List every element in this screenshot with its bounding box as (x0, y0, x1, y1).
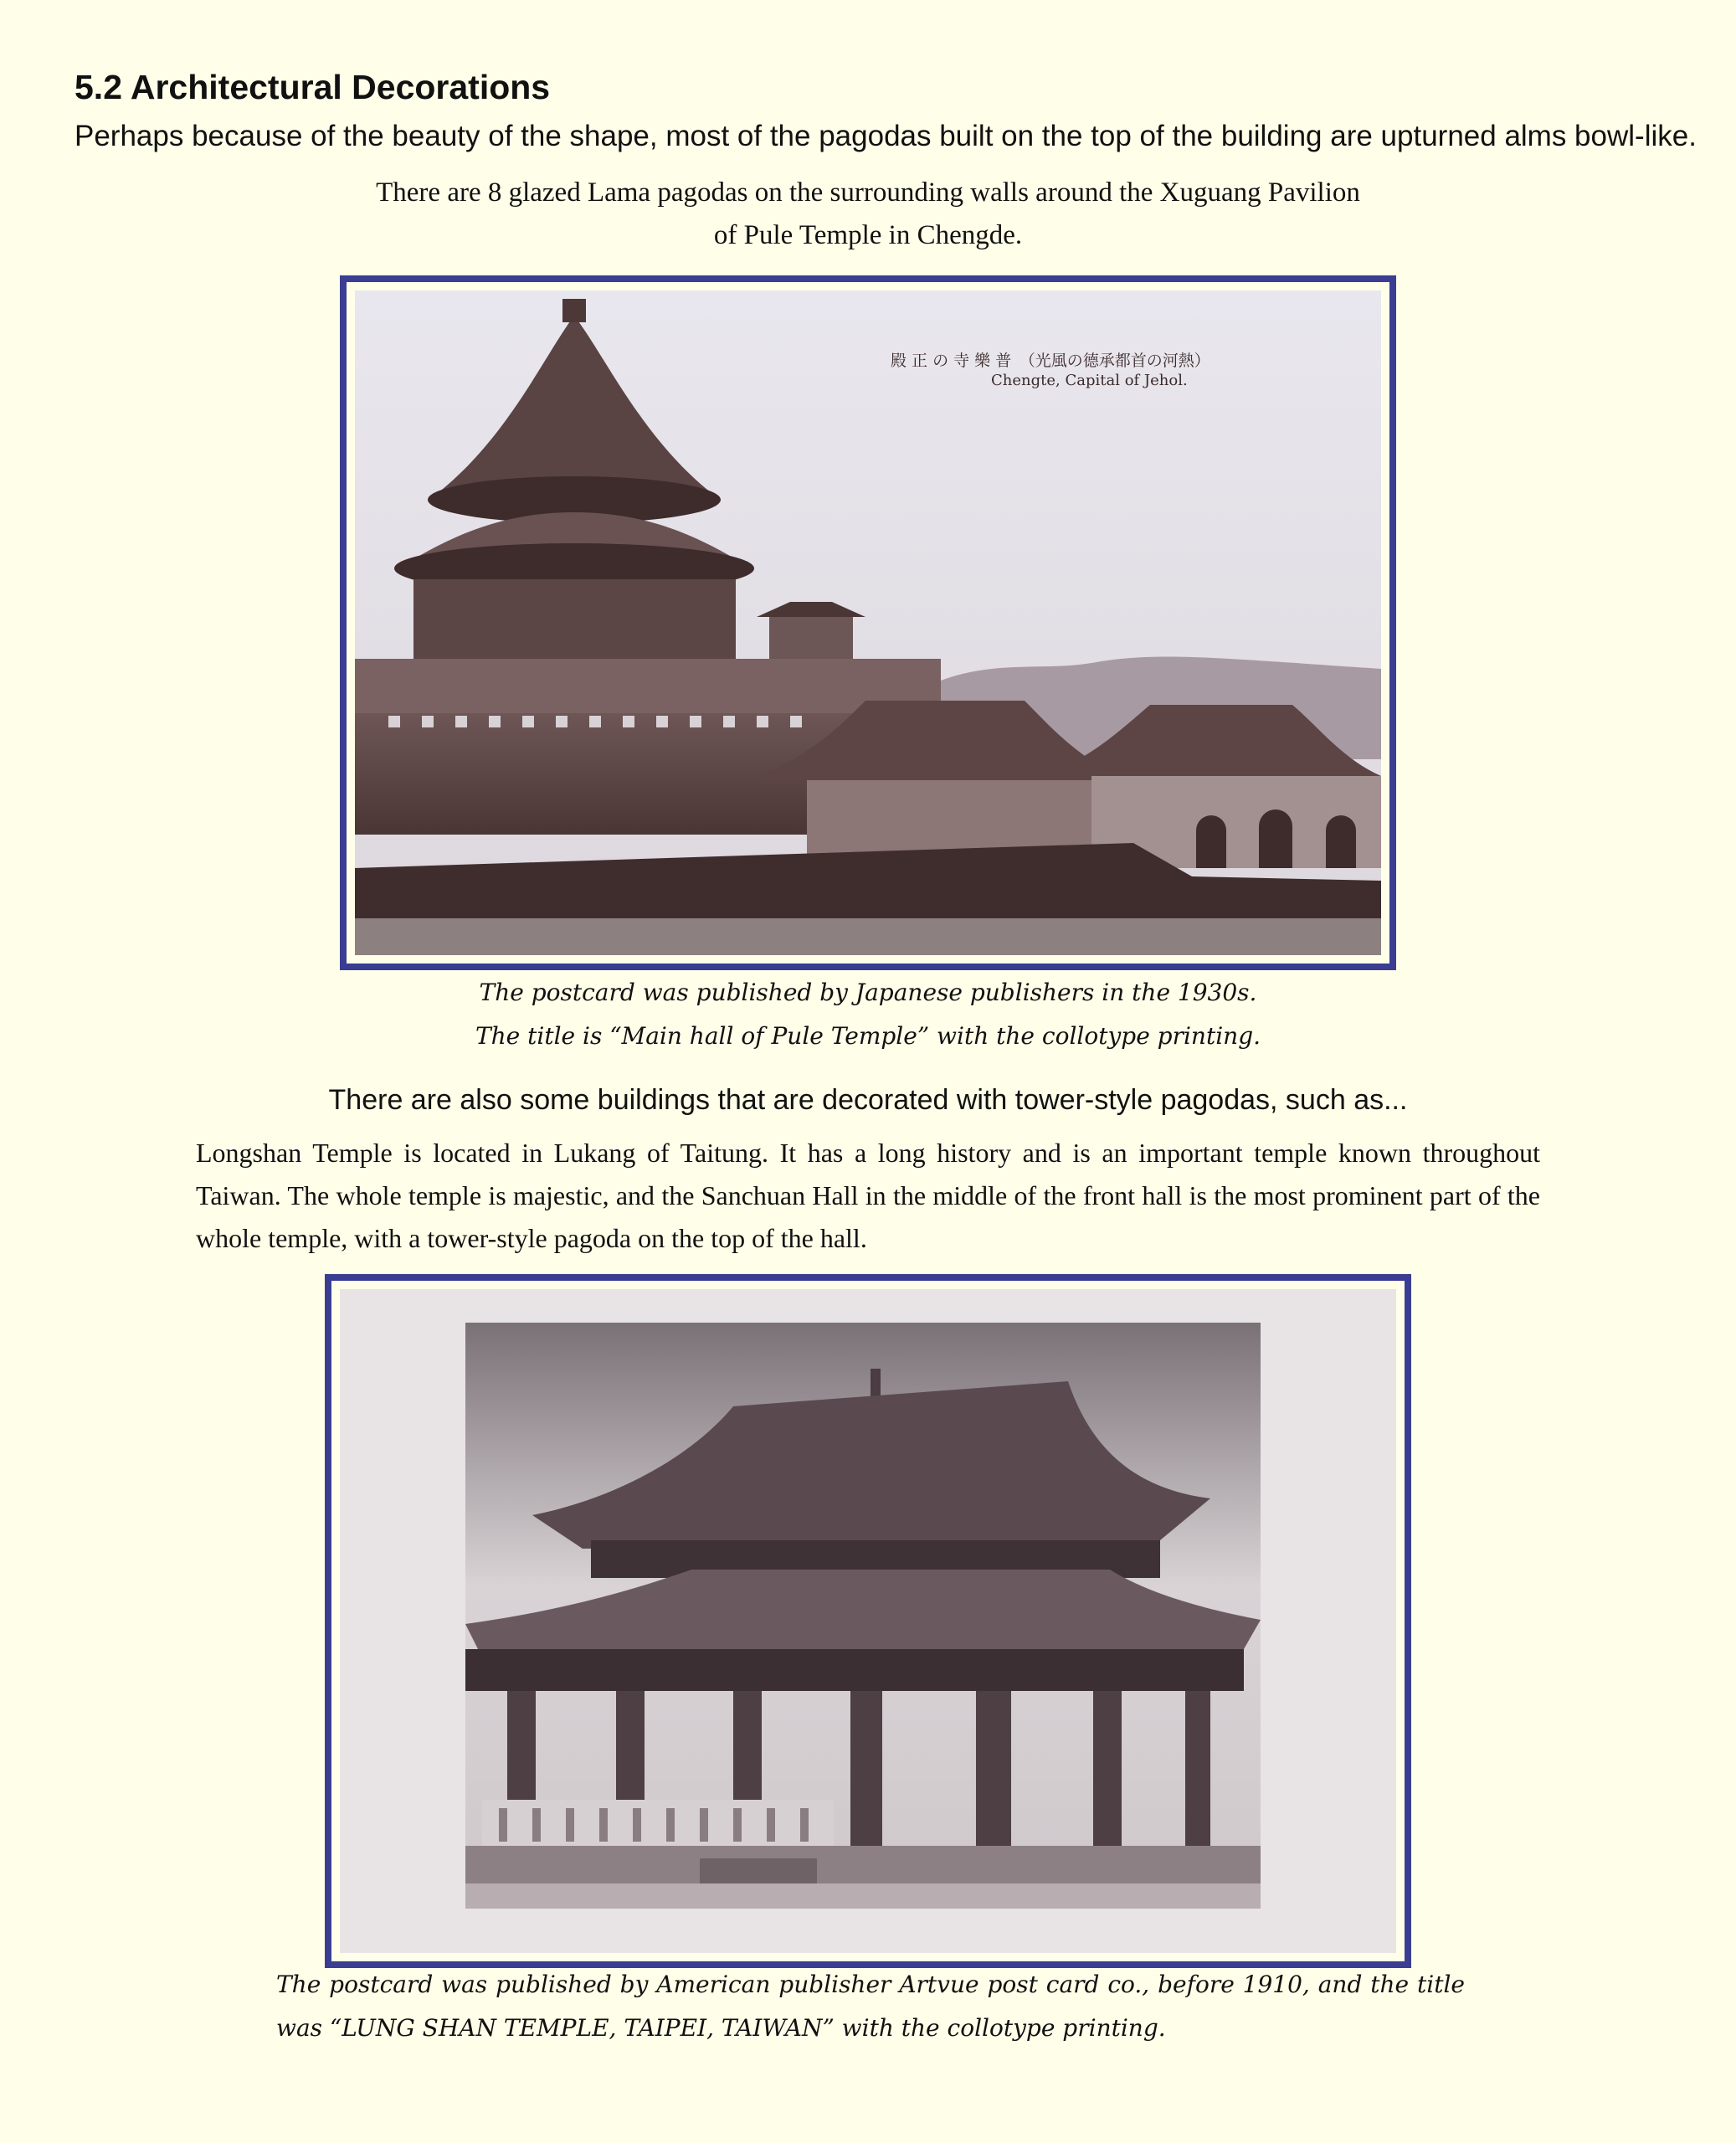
pule-temple-illustration (355, 290, 1381, 955)
postcard-longshan-temple-frame (325, 1274, 1411, 1968)
figure2-lead: There are also some buildings that are decorated with tower-style pagodas, such as... (328, 1084, 1408, 1116)
postcard-pule-temple-frame (340, 275, 1396, 970)
longshan-temple-illustration (340, 1289, 1396, 1953)
figure1-description-line1: There are 8 glazed Lama pagodas on the surrounding walls around the Xuguang Pavilion (376, 177, 1360, 208)
section-heading: 5.2 Architectural Decorations (74, 68, 551, 106)
figure1-caption-line2: The title is “Main hall of Pule Temple” with the collotype printing. (475, 1022, 1261, 1050)
postcard-print-japanese: 殿 正 の 寺 樂 普 （光風の德承都首の河熱） (891, 352, 1210, 370)
figure1-description-line2: of Pule Temple in Chengde. (713, 220, 1023, 250)
figure2-caption: The postcard was published by American publisher Artvue post card co., before 1910, and the title was “LUNG SHAN TEMPLE, TAIPEI, TAIWAN” with the collotype printing. (276, 1971, 1465, 2042)
figure2-paragraph: Longshan Temple is located in Lukang of Taitung. It has a long history and is an important temple known throughout Taiwan. The whole temple is majestic, and the Sanchuan Hall in the middle of the front hall is the most prominent part of the whole temple, with a tower-style pagoda on the top of the hall. (196, 1138, 1540, 1253)
postcard-print-english: Chengte, Capital of Jehol. (991, 372, 1188, 389)
figure1-caption-line1: The postcard was published by Japanese publishers in the 1930s. (479, 979, 1257, 1006)
postcard-longshan-temple-photo (340, 1289, 1396, 1953)
section-intro: Perhaps because of the beauty of the shape, most of the pagodas built on the top of the building are upturned alms bowl-like. (74, 120, 1697, 152)
postcard-pule-temple-photo (355, 290, 1381, 955)
